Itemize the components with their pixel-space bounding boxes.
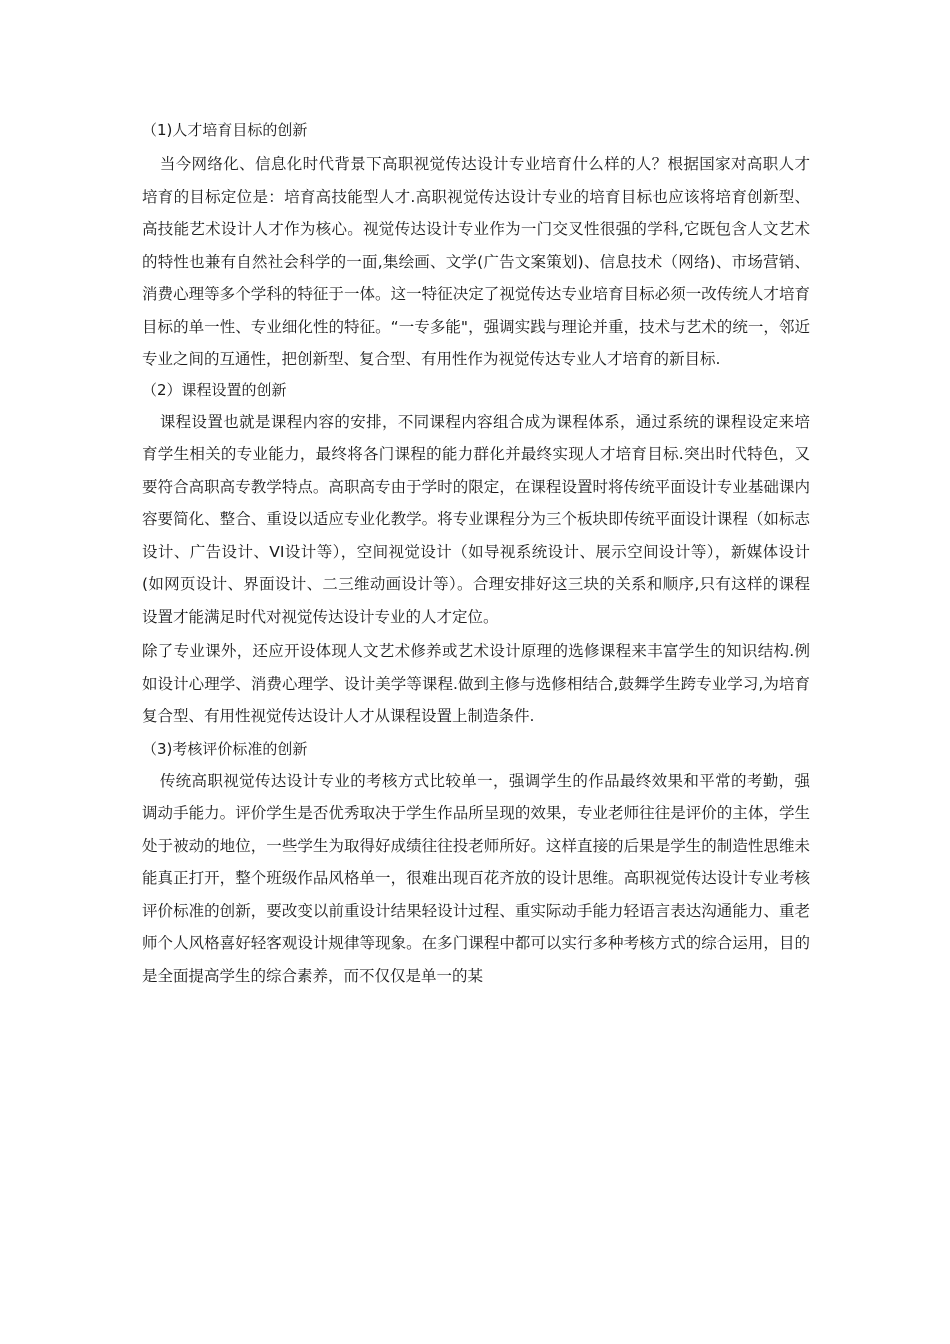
section-heading-assessment: （3)考核评价标准的创新 bbox=[142, 739, 308, 758]
section-heading-talent-goals: （1)人才培育目标的创新 bbox=[142, 121, 308, 139]
section-heading-curriculum: （2）课程设置的创新 bbox=[142, 380, 287, 399]
document-body bbox=[142, 118, 810, 992]
paragraph-assessment: 传统高职视觉传达设计专业的考核方式比较单一，强调学生的作品最终效果和平常的考勤，强调动手能力。评价学生是否优秀取决于学生作品所呈现的效果，专业老师往往是评价的主体，学生处于被动的地位，一些学生为取得好成绩往往投老师所好。这样直接的后果是学生的制造性思维未能真正打开，整个班级作品风格单一，很难出现百花齐放的设计思维。高职视觉传达设计专业考核评价标准的创新，要改变以前重设计结果轻设计过程、重实际动手能力轻语言表达沟通能力、重老师个人风格喜好轻客观设计规律等现象。在多门课程中都可以实行多种考核方式的综合运用，目的是全面提高学生的综合素养，而不仅仅是单一的某 bbox=[142, 771, 810, 985]
paragraph-curriculum: 课程设置也就是课程内容的安排，不同课程内容组合成为课程体系，通过系统的课程设定来培育学生相关的专业能力，最终将各门课程的能力群化并最终实现人才培育目标.突出时代特色，又要符合高职高专教学特点。高职高专由于学时的限定，在课程设置时将传统平面设计专业基础课内容要简化、整合、重设以适应专业化教学。将专业课程分为三个板块即传统平面设计课程（如标志设计、广告设计、VI设计等），空间视觉设计（如导视系统设计、展示空间设计等），新媒体设计(如网页设计、界面设计、二三维动画设计等）。合理安排好这三块的关系和顺序,只有这样的课程设置才能满足时代对视觉传达设计专业的人才定位。 bbox=[142, 412, 810, 626]
paragraph-electives: 除了专业课外，还应开设体现人文艺术修养或艺术设计原理的选修课程来丰富学生的知识结构.例如设计心理学、消费心理学、设计美学等课程.做到主修与选修相结合,鼓舞学生跨专业学习,为培育复合型、有用性视觉传达设计人才从课程设置上制造条件. bbox=[142, 642, 810, 725]
paragraph-talent-goals: 当今网络化、信息化时代背景下高职视觉传达设计专业培育什么样的人？根据国家对高职人才培育的目标定位是：培育高技能型人才.高职视觉传达设计专业的培育目标也应该将培育创新型、高技能艺术设计人才作为核心。视觉传达设计专业作为一门交叉性很强的学科,它既包含人文艺术的特性也兼有自然社会科学的一面,集绘画、文学(广告文案策划)、信息技术（网络)、市场营销、消费心理等多个学科的特征于一体。这一特征决定了视觉传达专业培育目标必须一改传统人才培育目标的单一性、专业细化性的特征。“一专多能"，强调实践与理论并重，技术与艺术的统一，邻近专业之间的互通性，把创新型、复合型、有用性作为视觉传达专业人才培育的新目标. bbox=[142, 155, 810, 368]
